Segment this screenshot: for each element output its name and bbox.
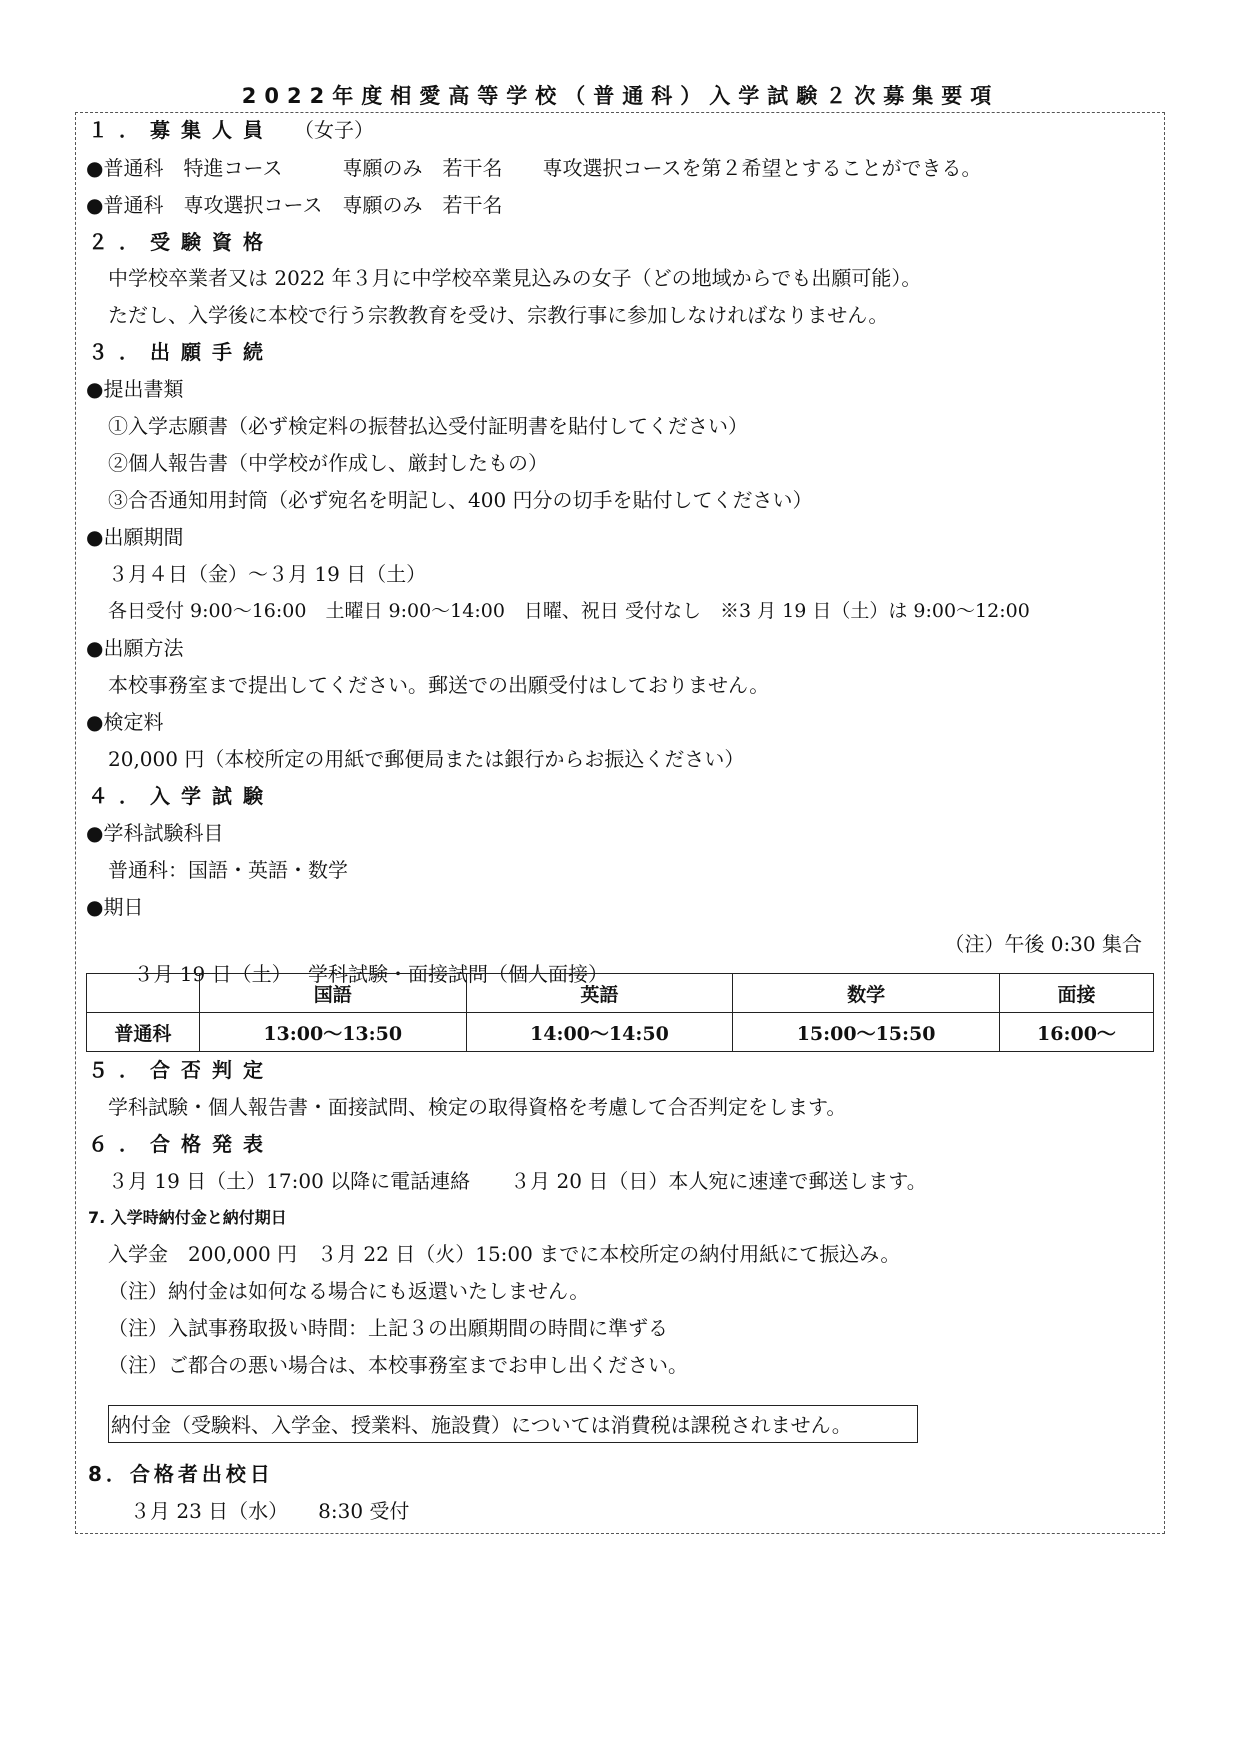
table-cell: 16:00～	[999, 1013, 1153, 1052]
table-header-cell: 面接	[999, 974, 1153, 1013]
recruit-line-1: ●普通科 特進コース 専願のみ 若干名 専攻選択コースを第２希望とすることができる。	[86, 156, 982, 180]
section-3-heading: ３．出願手続	[88, 340, 274, 364]
eligibility-line-2: ただし、入学後に本校で行う宗教教育を受け、宗教行事に参加しなければなりません。	[108, 303, 889, 327]
exam-date-line	[86, 929, 1164, 986]
period-line-2: 各日受付 9:00～16:00 土曜日 9:00～14:00 日曜、祝日 受付なし ※3 月 19 日（土）は 9:00～12:00	[108, 600, 1030, 622]
tax-notice-box: 納付金（受験料、入学金、授業料、施設費）については消費税は課税されません。	[108, 1405, 918, 1443]
table-cell: 13:00～13:50	[199, 1013, 466, 1052]
method-label: ●出願方法	[86, 636, 184, 660]
fee-note-2: （注）入試事務取扱い時間：上記３の出願期間の時間に準ずる	[108, 1316, 668, 1340]
section-1-heading	[88, 115, 1164, 145]
fee-note-1: （注）納付金は如何なる場合にも返還いたしません。	[108, 1279, 590, 1303]
table-header-cell	[87, 974, 200, 1013]
table-row	[87, 1013, 1154, 1052]
period-label: ●出願期間	[86, 525, 184, 549]
doc-item-2: ②個人報告書（中学校が作成し、厳封したもの）	[108, 451, 548, 475]
table-cell: 普通科	[87, 1013, 200, 1052]
table-header-cell: 国語	[199, 974, 466, 1013]
admission-fee-line: 入学金 200,000 円 ３月 22 日（火）15:00 までに本校所定の納付用紙にて振込み。	[108, 1242, 901, 1266]
section-7-heading: 7. 入学時納付金と納付期日	[88, 1208, 287, 1227]
recruit-line-2: ●普通科 専攻選択コース 専願のみ 若干名	[86, 193, 503, 217]
section-5-heading: ５．合否判定	[88, 1058, 274, 1082]
exam-date-text: ３月 19 日（土） 学科試験・面接試問（個人面接）	[133, 962, 608, 986]
table-cell: 15:00～15:50	[733, 1013, 1000, 1052]
assembly-note: （注）午後 0:30 集合	[944, 932, 1142, 956]
subjects-line: 普通科：国語・英語・数学	[108, 858, 348, 882]
exam-schedule-table	[86, 973, 1154, 1052]
doc-item-1: ①入学志願書（必ず検定料の振替払込受付証明書を貼付してください）	[108, 414, 748, 438]
period-line-1: ３月４日（金）～３月 19 日（土）	[108, 562, 427, 586]
docs-label: ●提出書類	[86, 377, 184, 401]
section-4-heading: ４．入学試験	[88, 784, 274, 808]
date-label: ●期日	[86, 895, 144, 919]
section-8-heading: 8．合格者出校日	[88, 1462, 274, 1486]
table-header-cell: 英語	[466, 974, 733, 1013]
table-header-cell: 数学	[733, 974, 1000, 1013]
section-1-title: １．募集人員	[88, 118, 274, 142]
table-cell: 14:00～14:50	[466, 1013, 733, 1052]
fee-line: 20,000 円（本校所定の用紙で郵便局または銀行からお振込ください）	[108, 747, 745, 771]
subjects-label: ●学科試験科目	[86, 821, 224, 845]
doc-item-3: ③合否通知用封筒（必ず宛名を明記し、400 円分の切手を貼付してください）	[108, 488, 813, 512]
attendance-line: ３月 23 日（水） 8:30 受付	[130, 1499, 410, 1523]
section-2-heading: ２．受験資格	[88, 230, 274, 254]
method-line: 本校事務室まで提出してください。郵送での出願受付はしておりません。	[108, 673, 770, 697]
table-header-row	[87, 974, 1154, 1013]
announcement-line: ３月 19 日（土）17:00 以降に電話連絡 ３月 20 日（日）本人宛に速達で郵送します。	[108, 1169, 927, 1193]
fee-note-3: （注）ご都合の悪い場合は、本校事務室までお申し出ください。	[108, 1353, 688, 1377]
judgement-line: 学科試験・個人報告書・面接試問、検定の取得資格を考慮して合否判定をします。	[108, 1095, 847, 1119]
fee-label: ●検定料	[86, 710, 164, 734]
page-title: 2022年度相愛高等学校（普通科）入学試験２次募集要項	[241, 84, 1000, 108]
section-6-heading: ６．合格発表	[88, 1132, 274, 1156]
guideline-frame	[75, 112, 1165, 1534]
eligibility-line-1: 中学校卒業者又は 2022 年３月に中学校卒業見込みの女子（どの地域からでも出願可能）。	[108, 266, 922, 290]
section-1-sub: （女子）	[294, 118, 374, 142]
